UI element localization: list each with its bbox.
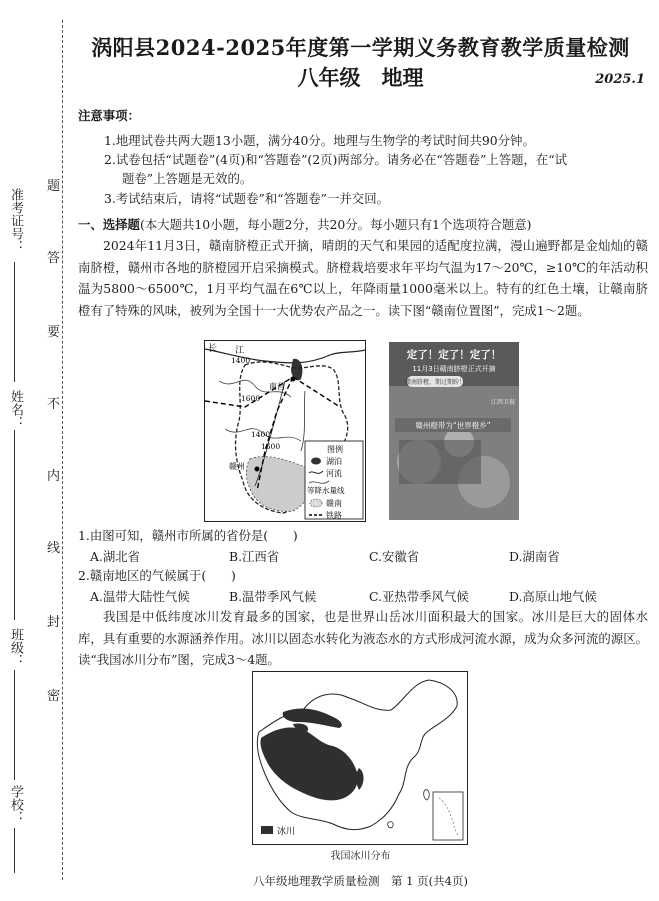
- section1-title: 一、选择题: [78, 217, 140, 232]
- q1-option-b: B.江西省: [229, 549, 280, 564]
- seal-char: 题: [47, 179, 61, 194]
- school-label: 学校：: [8, 785, 23, 824]
- glacier-map-caption: 我国冰川分布: [330, 851, 391, 862]
- seal-char: 要: [47, 325, 61, 340]
- legend-item: 湖泊: [326, 457, 342, 466]
- exam-title: 涡阳县2024-2025年度第一学期义务教育教学质量检测: [91, 35, 630, 60]
- orange-harvest-poster: [389, 342, 519, 520]
- map1-label: 江: [235, 346, 245, 356]
- map1-label: 赣州: [229, 462, 245, 471]
- class-label: 班级：: [8, 628, 23, 667]
- legend-item: 河流: [326, 469, 342, 478]
- q2-option-d: D.高原山地气候: [509, 589, 597, 604]
- exam-no-line: [14, 262, 15, 382]
- seal-char: 内: [47, 469, 61, 484]
- exam-no-label: 准考证号：: [8, 188, 23, 253]
- seal-char: 密: [47, 689, 61, 704]
- glacier-legend-label: 冰川: [277, 827, 296, 837]
- seal-char: 答: [47, 251, 61, 266]
- q1-option-d: D.湖南省: [509, 549, 560, 564]
- legend-item: 赣南: [326, 499, 342, 508]
- gannan-map-svg: [205, 341, 365, 521]
- map1-label: 南昌: [269, 382, 285, 391]
- q2-option-b: B.温带季风气候: [229, 589, 317, 604]
- school-line: [14, 828, 15, 873]
- legend-item: 等降水量线: [307, 486, 345, 495]
- gannan-location-map: [204, 340, 366, 522]
- section1-desc: (本大题共10小题，每小题2分，共20分。每小题只有1个选项符合题意): [139, 217, 532, 232]
- poster-line2: 11月3日赣南脐橙正式开摘: [412, 365, 496, 373]
- q2-stem: 2.赣南地区的气候属于( ): [78, 568, 236, 583]
- glacier-map: [252, 671, 468, 845]
- poster-headline: 定了！定了！定了！: [406, 349, 502, 361]
- name-label: 姓名：: [8, 390, 23, 429]
- seal-char: 线: [47, 541, 61, 556]
- south-sea-inset: [433, 792, 463, 840]
- q2-option-c: C.亚热带季风气候: [369, 589, 469, 604]
- poster-line3: 赣州橙带为“世界橙乡”: [415, 421, 491, 430]
- poster-side: 江西卫视: [490, 399, 516, 406]
- legend-title: 图例: [327, 445, 343, 454]
- q1-option-a: A.湖北省: [90, 549, 141, 564]
- map1-label: 1400: [231, 356, 251, 365]
- note-item: 2.试卷包括“试题卷”(4页)和“答题卷”(2页)两部分。请务必在“答题卷”上答题，在“试: [104, 152, 567, 167]
- note-item: 3.考试结束后，请将“试题卷”和“答题卷”一并交回。: [104, 191, 389, 206]
- map1-label: 1600: [261, 442, 281, 451]
- q1-stem: 1.由图可知，赣州市所属的省份是( ): [78, 528, 298, 543]
- map1-label: 1400: [251, 430, 271, 439]
- note-item: 1.地理试卷共两大题13小题，满分40分。地理与生物学的考试时间共90分钟。: [104, 133, 535, 148]
- lake-icon: [311, 458, 321, 465]
- note-item: 题卷”上答题是无效的。: [122, 171, 253, 186]
- passage-2: 我国是中低纬度冰川发育最多的国家，也是世界山岳冰川面积最大的国家。冰川是巨大的固体水库，具有重要的水源涵养作用。冰川以固态水转化为液态水的方式形成河流水源，成为众多河流的源区。读“我国冰川分布”图，完成3～4题。: [78, 609, 648, 668]
- glacier-map-svg: [253, 672, 467, 844]
- q1-option-c: C.安徽省: [369, 549, 420, 564]
- poster-svg: [389, 342, 519, 520]
- exam-subtitle: 八年级 地理: [297, 65, 424, 90]
- seal-char: 封: [47, 615, 61, 630]
- region-icon: [310, 499, 322, 507]
- q2-option-a: A.温带大陆性气候: [90, 589, 190, 604]
- class-line: [14, 670, 15, 780]
- poster-tag: 赣南脐橙，期过期盼！: [404, 379, 466, 386]
- passage-1: 2024年11月3日，赣南脐橙正式开摘，晴朗的天气和果园的适配度拉满，漫山遍野都是金灿灿的赣南脐橙，赣州市各地的脐橙园开启采摘模式。脐橙栽培要求年平均气温为17～20℃，≥10℃的年活动积温为5800～6500℃，1月平均气温在6℃以上，年降雨量1000毫米以上。特有的红色土壤，让赣南脐橙有了特殊的风味，被列为全国十一大优势农产品之一。读下图“赣南位置图”，完成1～2题。: [78, 238, 648, 318]
- map1-label: 1600: [241, 394, 261, 403]
- page-footer: 八年级地理教学质量检测 第 1 页(共4页): [253, 874, 468, 888]
- exam-date: 2025.1: [595, 72, 645, 87]
- glacier-legend-swatch: [261, 826, 273, 834]
- section-heading: [78, 215, 531, 235]
- name-line: [14, 430, 15, 620]
- legend-item: 铁路: [326, 511, 342, 520]
- seal-char: 不: [47, 397, 61, 412]
- binding-line: [62, 20, 63, 880]
- notes-heading: 注意事项：: [78, 108, 140, 123]
- map1-label: 长: [208, 344, 218, 354]
